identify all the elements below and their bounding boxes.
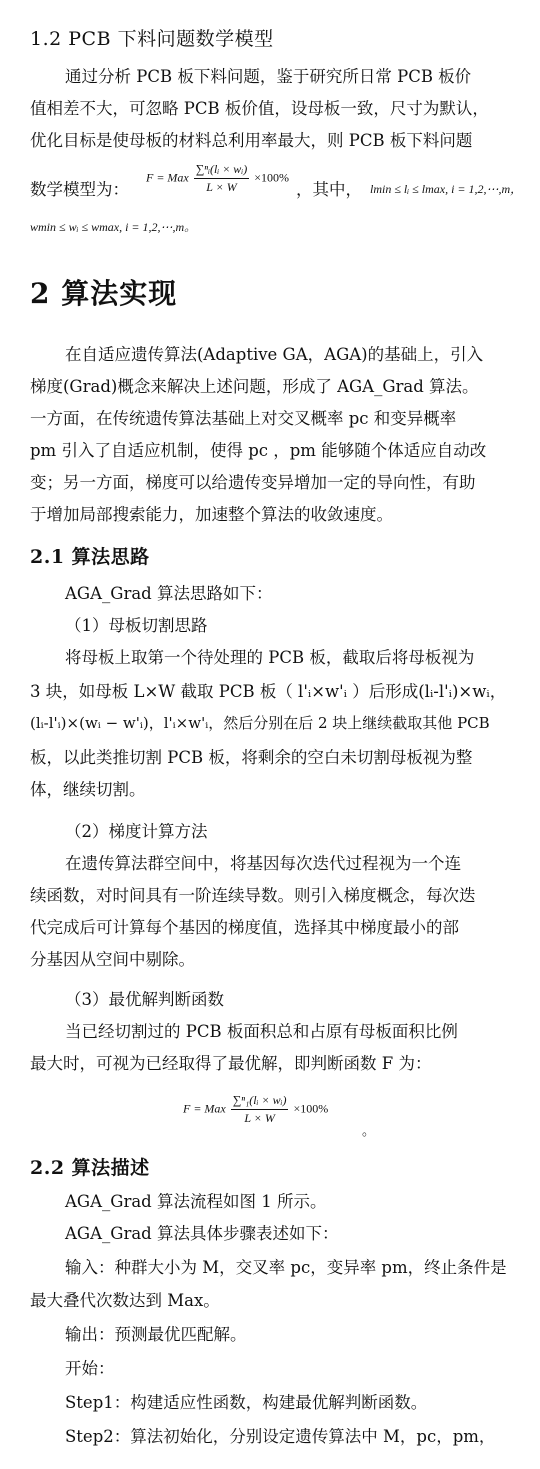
model-formula-fraction bbox=[194, 162, 249, 195]
paragraph-line: 开始： bbox=[65, 1359, 115, 1378]
model-prefix: 数学模型为： bbox=[30, 180, 129, 199]
judgement-formula bbox=[183, 1093, 328, 1126]
paragraph-line: Step1：构建适应性函数，构建最优解判断函数。 bbox=[65, 1393, 428, 1412]
paragraph-line: AGA_Grad 算法思路如下： bbox=[65, 584, 273, 603]
paragraph-line: AGA_Grad 算法具体步骤表述如下： bbox=[65, 1224, 339, 1243]
model-formula bbox=[146, 162, 289, 195]
paragraph-line: 板，以此类推切割 PCB 板，将剩余的空白未切割母板视为整 bbox=[30, 748, 473, 767]
paragraph-line: 3 块，如母板 L×W 截取 PCB 板（ l'ᵢ×w'ᵢ ）后形成(lᵢ-l'ᵢ)×wᵢ， bbox=[30, 682, 507, 701]
judgement-formula-fraction bbox=[231, 1093, 289, 1126]
model-where: ，其中， bbox=[296, 180, 362, 199]
subheading-2: （2）梯度计算方法 bbox=[65, 822, 208, 841]
model-formula-tail: ×100% bbox=[254, 170, 289, 185]
paragraph-line: 将母板上取第一个待处理的 PCB 板，截取后将母板视为 bbox=[65, 648, 475, 667]
paragraph-line: 体，继续切割。 bbox=[30, 780, 146, 799]
paragraph-line: 于增加局部搜索能力，加速整个算法的收敛速度。 bbox=[30, 505, 393, 524]
paragraph-line: 续函数，对时间具有一阶连续导数。则引入梯度概念，每次迭 bbox=[30, 886, 476, 905]
subheading-1: （1）母板切割思路 bbox=[65, 616, 208, 635]
subheading-3: （3）最优解判断函数 bbox=[65, 990, 224, 1009]
constraint-l: lmin ≤ lᵢ ≤ lmax, i = 1,2,⋯,m， bbox=[370, 182, 523, 196]
paragraph-line: (lᵢ-l'ᵢ)×(wᵢ − w'ᵢ)，l'ᵢ×w'ᵢ，然后分别在后 2 块上继续截取其他 PCB bbox=[30, 714, 490, 732]
section-heading-2-2: 2.2 算法描述 bbox=[30, 1157, 150, 1179]
paragraph-line: 输入：种群大小为 M，交叉率 pc，变异率 pm，终止条件是 bbox=[65, 1258, 507, 1277]
model-formula-lhs: F = Max bbox=[146, 170, 189, 185]
paragraph-line: AGA_Grad 算法流程如图 1 所示。 bbox=[65, 1192, 327, 1211]
paragraph-line: 梯度(Grad)概念来解决上述问题，形成了 AGA_Grad 算法。 bbox=[30, 377, 479, 396]
paragraph-line: 变；另一方面，梯度可以给遗传变异增加一定的导向性，有助 bbox=[30, 473, 476, 492]
paragraph-line: 在自适应遗传算法(Adaptive GA，AGA)的基础上，引入 bbox=[65, 345, 484, 364]
section-heading-2-1: 2.1 算法思路 bbox=[30, 546, 150, 568]
constraint-w: wmin ≤ wᵢ ≤ wmax, i = 1,2,⋯,m。 bbox=[30, 220, 197, 234]
judgement-formula-denominator: L × W bbox=[244, 1111, 275, 1125]
section-heading-2: 2 算法实现 bbox=[30, 277, 178, 310]
judgement-formula-tail: ×100% bbox=[293, 1101, 329, 1116]
paragraph-line: Step2：算法初始化，分别设定遗传算法中 M，pc，pm， bbox=[65, 1427, 496, 1446]
paragraph-line: 分基因从空间中剔除。 bbox=[30, 950, 195, 969]
paragraph-line: 最大时，可视为已经取得了最优解，即判断函数 F 为： bbox=[30, 1054, 432, 1073]
paragraph-line: 优化目标是使母板的材料总利用率最大，则 PCB 板下料问题 bbox=[30, 131, 473, 150]
judgement-formula-numerator: ∑ⁿ₁(lᵢ × wᵢ) bbox=[231, 1093, 289, 1110]
paragraph-line: 一方面，在传统遗传算法基础上对交叉概率 pc 和变异概率 bbox=[30, 409, 457, 428]
paragraph-line: 通过分析 PCB 板下料问题，鉴于研究所日常 PCB 板价 bbox=[65, 67, 472, 86]
model-formula-denominator: L × W bbox=[206, 180, 237, 194]
paragraph-line: 输出：预测最优匹配解。 bbox=[65, 1325, 247, 1344]
paragraph-line: 在遗传算法群空间中，将基因每次迭代过程视为一个连 bbox=[65, 854, 461, 873]
paragraph-line: pm 引入了自适应机制，使得 pc ，pm 能够随个体适应自动改 bbox=[30, 441, 487, 460]
paragraph-line: 代完成后可计算每个基因的梯度值，选择其中梯度最小的部 bbox=[30, 918, 459, 937]
paragraph-line: 最大叠代次数达到 Max。 bbox=[30, 1291, 220, 1310]
judgement-formula-end: 。 bbox=[362, 1124, 376, 1139]
section-heading-1-2: 1.2 PCB 下料问题数学模型 bbox=[30, 28, 274, 50]
paragraph-line: 当已经切割过的 PCB 板面积总和占原有母板面积比例 bbox=[65, 1022, 458, 1041]
model-formula-numerator: ∑ⁿᵢ(lᵢ × wᵢ) bbox=[194, 162, 249, 179]
paragraph-line: 值相差不大，可忽略 PCB 板价值，设母板一致，尺寸为默认， bbox=[30, 99, 489, 118]
judgement-formula-lhs: F = Max bbox=[183, 1101, 226, 1116]
